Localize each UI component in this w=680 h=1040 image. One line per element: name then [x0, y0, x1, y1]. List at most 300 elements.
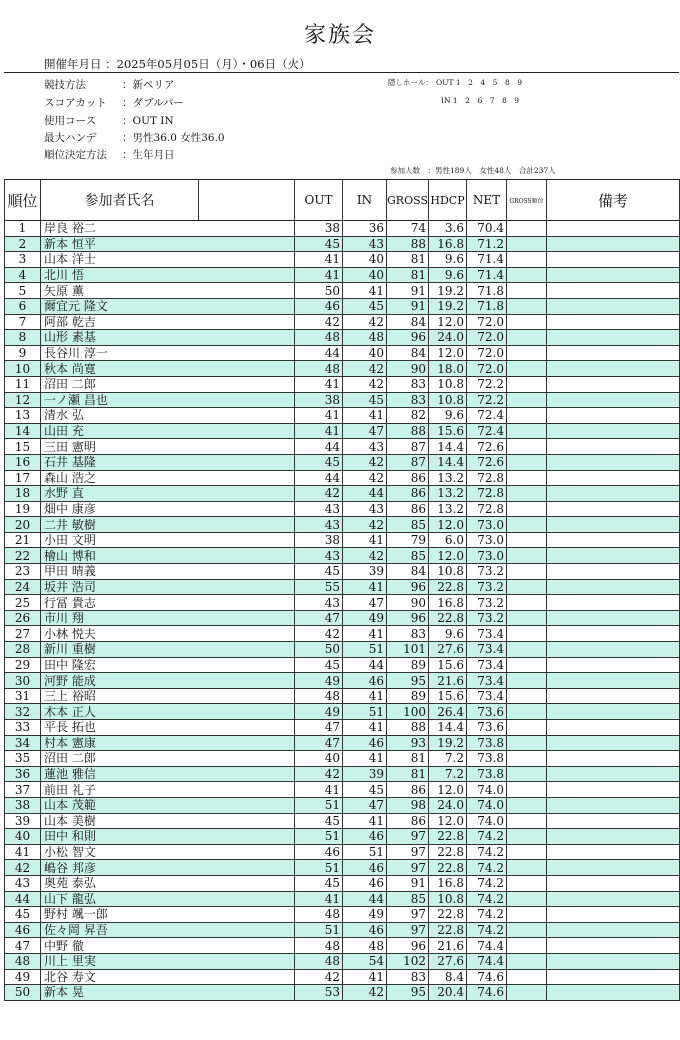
- blank-cell: [199, 844, 295, 860]
- hdcp-cell: 12.0: [429, 813, 467, 829]
- gross-cell: 87: [387, 439, 429, 455]
- blank-cell: [199, 751, 295, 767]
- table-row: [5, 844, 680, 860]
- net-cell: 74.0: [467, 813, 507, 829]
- rank-cell: 36: [5, 766, 41, 782]
- out-cell: 48: [295, 361, 343, 377]
- blank-cell: [199, 735, 295, 751]
- table-header: [5, 180, 680, 221]
- remarks-cell: [547, 439, 680, 455]
- info-value: ：OUT IN: [122, 115, 174, 127]
- in-cell: 41: [343, 408, 387, 424]
- hdcp-cell: 22.8: [429, 844, 467, 860]
- table-row: [5, 875, 680, 891]
- info-label: 最大ハンデ: [44, 132, 97, 144]
- rank-cell: 38: [5, 797, 41, 813]
- header-net: NET: [467, 180, 507, 221]
- gross-rank-cell: [507, 330, 547, 346]
- table-row: [5, 720, 680, 736]
- gross-rank-cell: [507, 751, 547, 767]
- gross-cell: 97: [387, 844, 429, 860]
- blank-cell: [199, 907, 295, 923]
- rank-cell: 15: [5, 439, 41, 455]
- gross-rank-cell: [507, 953, 547, 969]
- name-cell: 畑中 康彦: [41, 501, 199, 517]
- hdcp-cell: 16.8: [429, 595, 467, 611]
- remarks-cell: [547, 345, 680, 361]
- blank-cell: [199, 891, 295, 907]
- hidden-holes-label: 隠しホール：: [388, 78, 433, 87]
- blank-cell: [199, 610, 295, 626]
- out-cell: 42: [295, 766, 343, 782]
- name-cell: 北川 悟: [41, 267, 199, 283]
- in-cell: 40: [343, 252, 387, 268]
- header-in: IN: [343, 180, 387, 221]
- net-cell: 71.4: [467, 267, 507, 283]
- rank-cell: 25: [5, 595, 41, 611]
- blank-cell: [199, 236, 295, 252]
- gross-rank-cell: [507, 486, 547, 502]
- out-cell: 41: [295, 376, 343, 392]
- gross-cell: 84: [387, 564, 429, 580]
- gross-rank-cell: [507, 361, 547, 377]
- hdcp-cell: 13.2: [429, 501, 467, 517]
- name-cell: 山形 素基: [41, 330, 199, 346]
- table-row: [5, 439, 680, 455]
- remarks-cell: [547, 985, 680, 1001]
- remarks-cell: [547, 236, 680, 252]
- gross-cell: 88: [387, 423, 429, 439]
- name-cell: 蓮池 雅信: [41, 766, 199, 782]
- table-row: [5, 969, 680, 985]
- blank-cell: [199, 782, 295, 798]
- net-cell: 72.4: [467, 408, 507, 424]
- in-cell: 47: [343, 595, 387, 611]
- blank-cell: [199, 860, 295, 876]
- out-cell: 38: [295, 221, 343, 237]
- gross-rank-cell: [507, 236, 547, 252]
- name-cell: 山下 龍弘: [41, 891, 199, 907]
- hdcp-cell: 21.6: [429, 938, 467, 954]
- table-row: [5, 829, 680, 845]
- remarks-cell: [547, 610, 680, 626]
- gross-cell: 86: [387, 486, 429, 502]
- rank-cell: 33: [5, 720, 41, 736]
- table-row: [5, 907, 680, 923]
- name-cell: 三田 憲明: [41, 439, 199, 455]
- net-cell: 72.0: [467, 330, 507, 346]
- gross-rank-cell: [507, 439, 547, 455]
- out-cell: 53: [295, 985, 343, 1001]
- gross-cell: 83: [387, 969, 429, 985]
- gross-rank-cell: [507, 283, 547, 299]
- in-cell: 43: [343, 501, 387, 517]
- net-cell: 72.6: [467, 439, 507, 455]
- in-cell: 41: [343, 720, 387, 736]
- rank-cell: 40: [5, 829, 41, 845]
- info-label: 使用コース: [44, 115, 96, 127]
- blank-cell: [199, 314, 295, 330]
- remarks-cell: [547, 564, 680, 580]
- hdcp-cell: 12.0: [429, 548, 467, 564]
- blank-cell: [199, 829, 295, 845]
- out-cell: 49: [295, 673, 343, 689]
- gross-cell: 97: [387, 829, 429, 845]
- gross-rank-cell: [507, 392, 547, 408]
- table-row: [5, 595, 680, 611]
- remarks-cell: [547, 470, 680, 486]
- out-cell: 41: [295, 267, 343, 283]
- hdcp-cell: 13.2: [429, 470, 467, 486]
- in-cell: 40: [343, 345, 387, 361]
- hdcp-cell: 12.0: [429, 345, 467, 361]
- in-cell: 36: [343, 221, 387, 237]
- table-row: [5, 751, 680, 767]
- in-cell: 48: [343, 330, 387, 346]
- info-value: ：生年月日: [122, 149, 175, 161]
- remarks-cell: [547, 517, 680, 533]
- gross-rank-cell: [507, 720, 547, 736]
- remarks-cell: [547, 501, 680, 517]
- remarks-cell: [547, 860, 680, 876]
- hdcp-cell: 22.8: [429, 610, 467, 626]
- in-cell: 42: [343, 985, 387, 1001]
- out-cell: 50: [295, 283, 343, 299]
- net-cell: 74.2: [467, 829, 507, 845]
- name-cell: 沼田 二郎: [41, 376, 199, 392]
- rank-cell: 18: [5, 486, 41, 502]
- gross-cell: 98: [387, 797, 429, 813]
- info-max-handicap: [44, 130, 225, 145]
- gross-cell: 88: [387, 236, 429, 252]
- table-row: [5, 564, 680, 580]
- net-cell: 73.6: [467, 720, 507, 736]
- gross-cell: 101: [387, 642, 429, 658]
- rank-cell: 41: [5, 844, 41, 860]
- hdcp-cell: 15.6: [429, 423, 467, 439]
- table-row: [5, 330, 680, 346]
- table-row: [5, 579, 680, 595]
- name-cell: 野村 颯一郎: [41, 907, 199, 923]
- rank-cell: 4: [5, 267, 41, 283]
- blank-cell: [199, 361, 295, 377]
- hdcp-cell: 7.2: [429, 766, 467, 782]
- name-cell: 山本 美樹: [41, 813, 199, 829]
- remarks-cell: [547, 486, 680, 502]
- gross-cell: 90: [387, 595, 429, 611]
- out-cell: 51: [295, 860, 343, 876]
- blank-cell: [199, 548, 295, 564]
- blank-cell: [199, 642, 295, 658]
- hdcp-cell: 12.0: [429, 782, 467, 798]
- out-cell: 42: [295, 314, 343, 330]
- remarks-cell: [547, 221, 680, 237]
- rank-cell: 28: [5, 642, 41, 658]
- in-cell: 49: [343, 907, 387, 923]
- blank-cell: [199, 470, 295, 486]
- gross-rank-cell: [507, 221, 547, 237]
- out-cell: 45: [295, 813, 343, 829]
- rank-cell: 49: [5, 969, 41, 985]
- rank-cell: 50: [5, 985, 41, 1001]
- gross-rank-cell: [507, 657, 547, 673]
- remarks-cell: [547, 844, 680, 860]
- in-cell: 41: [343, 283, 387, 299]
- in-cell: 42: [343, 314, 387, 330]
- blank-cell: [199, 501, 295, 517]
- in-cell: 43: [343, 439, 387, 455]
- net-cell: 74.4: [467, 953, 507, 969]
- gross-cell: 81: [387, 252, 429, 268]
- participant-count: 参加人数 ：男性189人 女性48人 合計237人: [390, 166, 556, 175]
- out-cell: 44: [295, 470, 343, 486]
- in-cell: 41: [343, 532, 387, 548]
- table-row: [5, 314, 680, 330]
- net-cell: 74.2: [467, 907, 507, 923]
- table-row: [5, 252, 680, 268]
- rank-cell: 30: [5, 673, 41, 689]
- remarks-cell: [547, 454, 680, 470]
- hdcp-cell: 27.6: [429, 953, 467, 969]
- rank-cell: 14: [5, 423, 41, 439]
- rank-cell: 21: [5, 532, 41, 548]
- blank-cell: [199, 688, 295, 704]
- gross-cell: 81: [387, 267, 429, 283]
- net-cell: 73.8: [467, 766, 507, 782]
- in-cell: 40: [343, 267, 387, 283]
- name-cell: 檜山 博和: [41, 548, 199, 564]
- net-cell: 72.6: [467, 454, 507, 470]
- net-cell: 73.4: [467, 673, 507, 689]
- header-blank: [199, 180, 295, 221]
- hidden-holes-out: OUT 1 2 4 5 8 9: [436, 78, 522, 87]
- gross-rank-cell: [507, 548, 547, 564]
- name-cell: 秋本 尚寛: [41, 361, 199, 377]
- blank-cell: [199, 579, 295, 595]
- gross-cell: 86: [387, 501, 429, 517]
- gross-rank-cell: [507, 813, 547, 829]
- gross-cell: 95: [387, 673, 429, 689]
- hidden-holes-in: IN 1 2 6 7 8 9: [441, 96, 520, 105]
- gross-rank-cell: [507, 314, 547, 330]
- rank-cell: 2: [5, 236, 41, 252]
- out-cell: 47: [295, 735, 343, 751]
- out-cell: 48: [295, 330, 343, 346]
- remarks-cell: [547, 782, 680, 798]
- gross-cell: 87: [387, 454, 429, 470]
- out-cell: 38: [295, 392, 343, 408]
- rank-cell: 47: [5, 938, 41, 954]
- out-cell: 51: [295, 829, 343, 845]
- header-rank: 順位: [5, 180, 41, 221]
- rank-cell: 34: [5, 735, 41, 751]
- out-cell: 47: [295, 720, 343, 736]
- competition-info: [4, 72, 679, 179]
- out-cell: 44: [295, 439, 343, 455]
- rank-cell: 46: [5, 922, 41, 938]
- gross-cell: 79: [387, 532, 429, 548]
- gross-cell: 86: [387, 782, 429, 798]
- in-cell: 46: [343, 860, 387, 876]
- blank-cell: [199, 657, 295, 673]
- blank-cell: [199, 797, 295, 813]
- remarks-cell: [547, 891, 680, 907]
- gross-cell: 93: [387, 735, 429, 751]
- blank-cell: [199, 813, 295, 829]
- hdcp-cell: 13.2: [429, 486, 467, 502]
- gross-rank-cell: [507, 470, 547, 486]
- gross-rank-cell: [507, 704, 547, 720]
- gross-rank-cell: [507, 345, 547, 361]
- net-cell: 72.2: [467, 376, 507, 392]
- table-row: [5, 688, 680, 704]
- name-cell: 三上 裕昭: [41, 688, 199, 704]
- net-cell: 74.2: [467, 860, 507, 876]
- gross-cell: 96: [387, 579, 429, 595]
- name-cell: 小松 智文: [41, 844, 199, 860]
- remarks-cell: [547, 922, 680, 938]
- rank-cell: 19: [5, 501, 41, 517]
- gross-rank-cell: [507, 532, 547, 548]
- in-cell: 45: [343, 782, 387, 798]
- in-cell: 42: [343, 376, 387, 392]
- blank-cell: [199, 938, 295, 954]
- table-row: [5, 532, 680, 548]
- in-cell: 42: [343, 454, 387, 470]
- gross-rank-cell: [507, 501, 547, 517]
- net-cell: 73.2: [467, 610, 507, 626]
- in-cell: 51: [343, 642, 387, 658]
- remarks-cell: [547, 548, 680, 564]
- blank-cell: [199, 376, 295, 392]
- in-cell: 45: [343, 392, 387, 408]
- remarks-cell: [547, 267, 680, 283]
- rank-cell: 44: [5, 891, 41, 907]
- remarks-cell: [547, 704, 680, 720]
- in-cell: 41: [343, 969, 387, 985]
- table-row: [5, 891, 680, 907]
- name-cell: 村本 憲康: [41, 735, 199, 751]
- in-cell: 43: [343, 236, 387, 252]
- table-row: [5, 454, 680, 470]
- name-cell: 川上 里実: [41, 953, 199, 969]
- blank-cell: [199, 532, 295, 548]
- gross-cell: 97: [387, 922, 429, 938]
- gross-cell: 97: [387, 907, 429, 923]
- table-row: [5, 221, 680, 237]
- remarks-cell: [547, 283, 680, 299]
- blank-cell: [199, 392, 295, 408]
- blank-cell: [199, 283, 295, 299]
- net-cell: 71.8: [467, 283, 507, 299]
- gross-cell: 102: [387, 953, 429, 969]
- out-cell: 41: [295, 891, 343, 907]
- net-cell: 73.2: [467, 579, 507, 595]
- gross-rank-cell: [507, 252, 547, 268]
- rank-cell: 42: [5, 860, 41, 876]
- rank-cell: 5: [5, 283, 41, 299]
- gross-rank-cell: [507, 907, 547, 923]
- in-cell: 48: [343, 938, 387, 954]
- info-value: ：ダブルパー: [122, 97, 184, 109]
- remarks-cell: [547, 829, 680, 845]
- gross-cell: 83: [387, 376, 429, 392]
- table-row: [5, 813, 680, 829]
- gross-cell: 85: [387, 891, 429, 907]
- in-cell: 41: [343, 626, 387, 642]
- info-rank-method: [44, 147, 175, 162]
- in-cell: 51: [343, 704, 387, 720]
- blank-cell: [199, 953, 295, 969]
- out-cell: 45: [295, 236, 343, 252]
- rank-cell: 6: [5, 298, 41, 314]
- hdcp-cell: 9.6: [429, 626, 467, 642]
- hdcp-cell: 8.4: [429, 969, 467, 985]
- out-cell: 43: [295, 548, 343, 564]
- net-cell: 74.2: [467, 875, 507, 891]
- gross-cell: 91: [387, 283, 429, 299]
- gross-rank-cell: [507, 423, 547, 439]
- hdcp-cell: 15.6: [429, 657, 467, 673]
- gross-cell: 81: [387, 766, 429, 782]
- gross-rank-cell: [507, 579, 547, 595]
- name-cell: 小林 悦夫: [41, 626, 199, 642]
- name-cell: 田中 隆宏: [41, 657, 199, 673]
- net-cell: 74.2: [467, 891, 507, 907]
- net-cell: 74.6: [467, 969, 507, 985]
- info-score-cut: [44, 95, 184, 110]
- gross-rank-cell: [507, 844, 547, 860]
- name-cell: 木本 正人: [41, 704, 199, 720]
- gross-cell: 84: [387, 345, 429, 361]
- rank-cell: 24: [5, 579, 41, 595]
- name-cell: 新本 恒平: [41, 236, 199, 252]
- gross-rank-cell: [507, 673, 547, 689]
- hdcp-cell: 14.4: [429, 720, 467, 736]
- blank-cell: [199, 626, 295, 642]
- hdcp-cell: 19.2: [429, 283, 467, 299]
- gross-rank-cell: [507, 298, 547, 314]
- hdcp-cell: 21.6: [429, 673, 467, 689]
- out-cell: 46: [295, 844, 343, 860]
- net-cell: 72.2: [467, 392, 507, 408]
- table-row: [5, 408, 680, 424]
- name-cell: 新川 重樹: [41, 642, 199, 658]
- hdcp-cell: 3.6: [429, 221, 467, 237]
- in-cell: 46: [343, 735, 387, 751]
- blank-cell: [199, 704, 295, 720]
- name-cell: 奥苑 泰弘: [41, 875, 199, 891]
- remarks-cell: [547, 751, 680, 767]
- results-table: [4, 179, 680, 1001]
- remarks-cell: [547, 813, 680, 829]
- in-cell: 54: [343, 953, 387, 969]
- remarks-cell: [547, 392, 680, 408]
- out-cell: 42: [295, 486, 343, 502]
- hdcp-cell: 16.8: [429, 236, 467, 252]
- name-cell: 清水 弘: [41, 408, 199, 424]
- remarks-cell: [547, 376, 680, 392]
- out-cell: 45: [295, 657, 343, 673]
- name-cell: 矢原 薫: [41, 283, 199, 299]
- net-cell: 72.8: [467, 486, 507, 502]
- gross-cell: 95: [387, 985, 429, 1001]
- hdcp-cell: 12.0: [429, 314, 467, 330]
- header-hdcp: HDCP: [429, 180, 467, 221]
- remarks-cell: [547, 953, 680, 969]
- header-remarks: 備考: [547, 180, 680, 221]
- net-cell: 73.4: [467, 642, 507, 658]
